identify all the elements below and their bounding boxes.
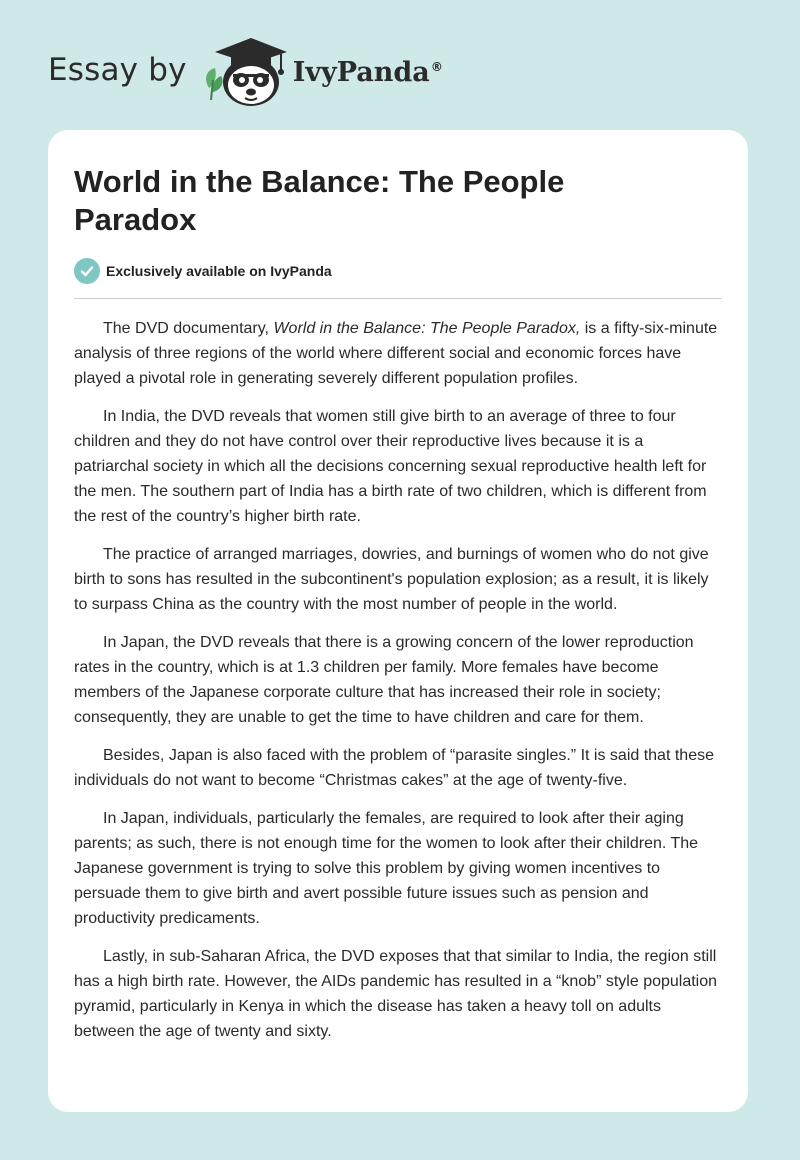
essay-body: [74, 316, 722, 1044]
paragraph: In Japan, individuals, particularly the females, are required to look after their aging parents; as such, there is not enough time for the women to look after their children. The Japanese government is trying to solve this problem by giving women incentives to persuade them to give birth and avert possible future issues such as pension and productivity predicaments.: [74, 810, 699, 927]
paragraph: The DVD documentary, World in the Balance: The People Paradox, is a fifty-six-minute analysis of three regions of the world where different social and economic forces have played a pivotal role in generating severely different population profiles.: [74, 320, 718, 387]
badge-label: Exclusively available on IvyPanda: [106, 263, 332, 279]
brand-header[interactable]: [48, 30, 443, 110]
essay-card: [48, 130, 748, 1112]
leaf-icon: [206, 68, 222, 100]
divider: [74, 298, 722, 299]
registered-mark: ®: [430, 59, 443, 74]
paragraph: Lastly, in sub-Saharan Africa, the DVD exposes that that similar to India, the region still has a high birth rate. However, the AIDs pandemic has resulted in a “knob” style population pyramid, particularly in Kenya in which the disease has taken a heavy toll on adults between the age of twenty and sixty.: [74, 948, 718, 1040]
paragraph: The practice of arranged marriages, dowries, and burnings of women who do not give birth to sons has resulted in the subcontinent's population explosion; as a result, it is likely to surpass China as the country with the most number of people in the world.: [74, 546, 709, 613]
page-title: World in the Balance: The People Paradox: [74, 164, 565, 237]
brand-prefix: Essay by: [48, 52, 187, 88]
paragraph: Besides, Japan is also faced with the problem of “parasite singles.” It is said that these individuals do not want to become “Christmas cakes” at the age of twenty-five.: [74, 747, 714, 789]
brand-name: IvyPanda®: [292, 56, 443, 88]
exclusive-badge: [74, 258, 722, 284]
check-icon: [74, 258, 100, 284]
documentary-title: World in the Balance: The People Paradox,: [273, 320, 581, 337]
paragraph: In India, the DVD reveals that women still give birth to an average of three to four children and they do not have control over their reproductive lives because it is a patriarchal society in which all the decisions concerning sexual reproductive health left for the men. The southern part of India has a birth rate of two children, which is different from the rest of the country’s higher birth rate.: [74, 408, 707, 525]
paragraph: In Japan, the DVD reveals that there is a growing concern of the lower reproduction rates in the country, which is at 1.3 children per family. More females have become members of the Japanese corporate culture that has increased their role in society; consequently, they are unable to get the time to have children and care for them.: [74, 634, 694, 726]
panda-graduate-logo-icon: [201, 30, 291, 110]
